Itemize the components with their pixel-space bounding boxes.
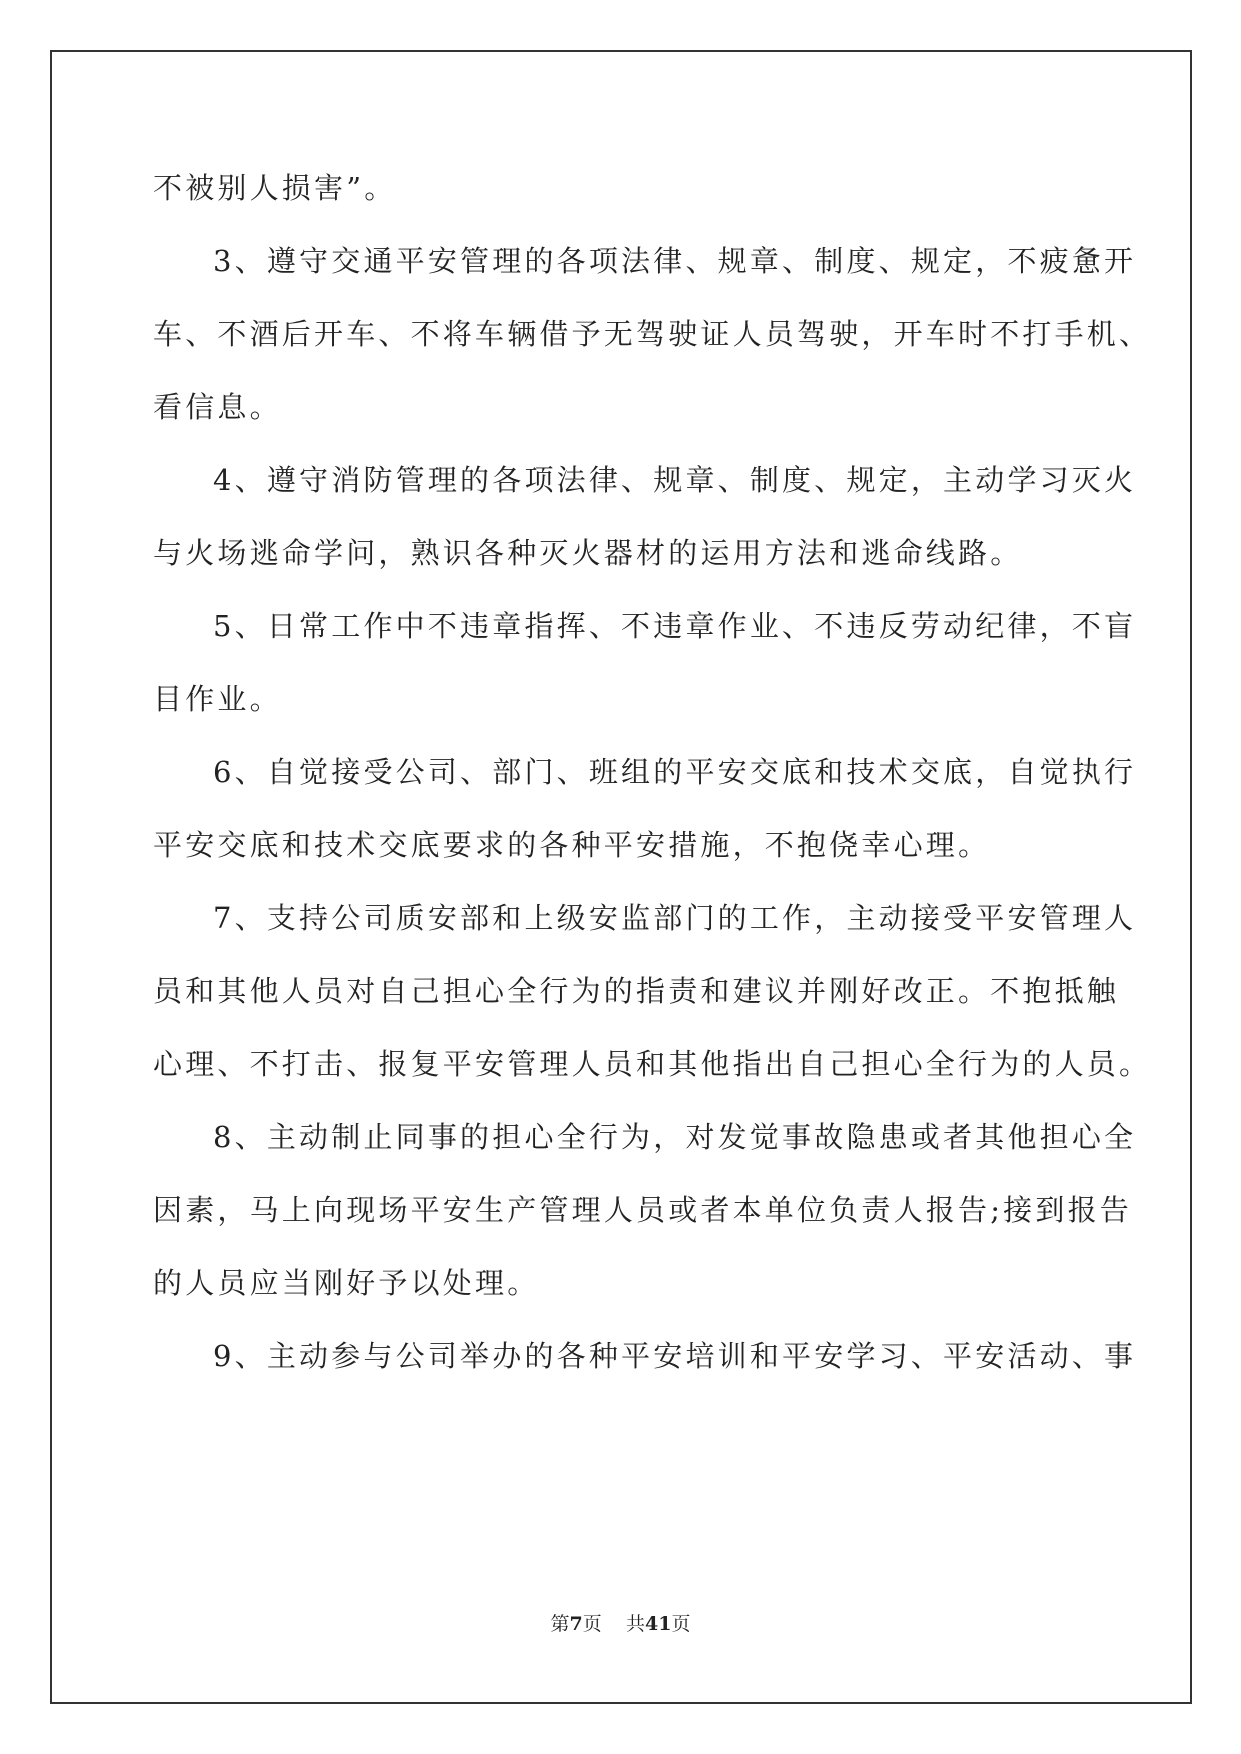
page-prefix: 第	[550, 1613, 570, 1635]
text-line: 不被别人损害”。	[153, 171, 397, 205]
paragraph-3-line-1: 3、遵守交通平安管理的各项法律、规章、制度、规定，不疲惫开	[213, 244, 1137, 278]
paragraph-8-line-2: 因素，马上向现场平安生产管理人员或者本单位负责人报告;接到报告	[153, 1193, 1132, 1227]
paragraph-5-line-1: 5、日常工作中不违章指挥、不违章作业、不违反劳动纪律，不盲	[213, 609, 1137, 643]
page-number: 7	[569, 1613, 583, 1635]
total-pages: 41	[644, 1613, 672, 1635]
paragraph-7-line-3: 心理、不打击、报复平安管理人员和其他指出自己担心全行为的人员。	[153, 1047, 1152, 1081]
paragraph-3-line-3: 看信息。	[153, 390, 282, 424]
paragraph-7-line-1: 7、支持公司质安部和上级安监部门的工作，主动接受平安管理人	[213, 901, 1137, 935]
page-suffix: 页	[582, 1613, 602, 1635]
total-suffix: 页	[671, 1613, 691, 1635]
footer-spacer	[602, 1613, 626, 1635]
paragraph-4-line-2: 与火场逃命学问，熟识各种灭火器材的运用方法和逃命线路。	[153, 536, 1023, 570]
paragraph-9-line-1: 9、主动参与公司举办的各种平安培训和平安学习、平安活动、事	[213, 1339, 1137, 1373]
page-footer	[0, 1612, 1241, 1636]
paragraph-4-line-1: 4、遵守消防管理的各项法律、规章、制度、规定，主动学习灭火	[213, 463, 1137, 497]
paragraph-8-line-1: 8、主动制止同事的担心全行为，对发觉事故隐患或者其他担心全	[213, 1120, 1137, 1154]
paragraph-5-line-2: 目作业。	[153, 682, 282, 716]
paragraph-6-line-2: 平安交底和技术交底要求的各种平安措施，不抱侥幸心理。	[153, 828, 991, 862]
paragraph-6-line-1: 6、自觉接受公司、部门、班组的平安交底和技术交底，自觉执行	[213, 755, 1137, 789]
paragraph-8-line-3: 的人员应当刚好予以处理。	[153, 1266, 540, 1300]
paragraph-7-line-2: 员和其他人员对自己担心全行为的指责和建议并刚好改正。不抱抵触	[153, 974, 1120, 1008]
paragraph-3-line-2: 车、不酒后开车、不将车辆借予无驾驶证人员驾驶，开车时不打手机、	[153, 317, 1152, 351]
page-frame	[50, 50, 1192, 1704]
total-prefix: 共	[625, 1613, 645, 1635]
